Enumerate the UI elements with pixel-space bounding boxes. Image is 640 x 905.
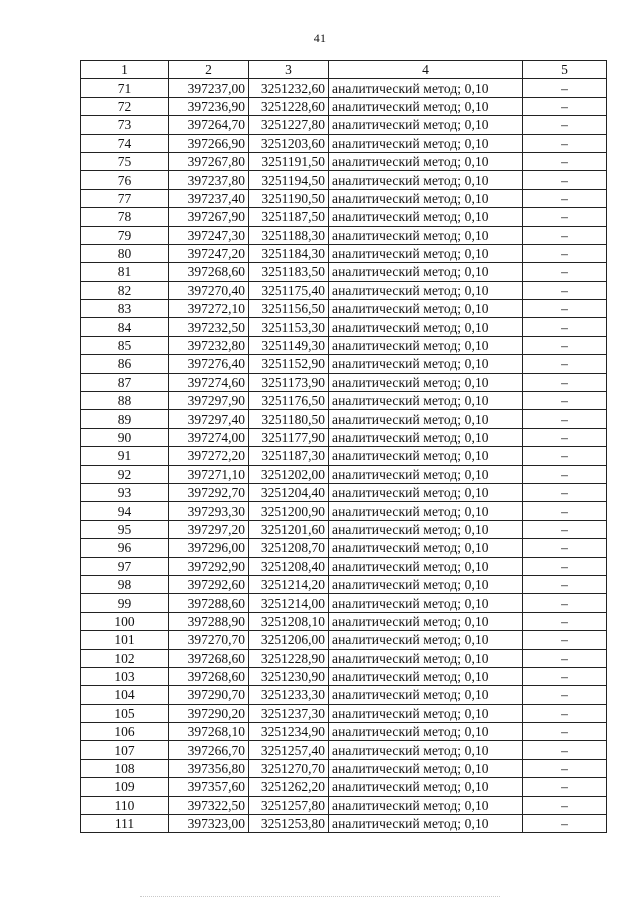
note-cell: – [523,483,607,501]
point-number-cell: 86 [81,355,169,373]
x-coordinate-cell: 397296,00 [169,539,249,557]
table-row [81,778,607,796]
x-coordinate-cell: 397267,80 [169,152,249,170]
note-cell: – [523,263,607,281]
x-coordinate-cell: 397247,30 [169,226,249,244]
x-coordinate-cell: 397356,80 [169,759,249,777]
x-coordinate-cell: 397292,70 [169,483,249,501]
y-coordinate-cell: 3251208,40 [249,557,329,575]
x-coordinate-cell: 397297,40 [169,410,249,428]
point-number-cell: 79 [81,226,169,244]
table-row [81,483,607,501]
table-row [81,796,607,814]
y-coordinate-cell: 3251176,50 [249,392,329,410]
table-row [81,631,607,649]
point-number-cell: 91 [81,447,169,465]
method-accuracy-cell: аналитический метод; 0,10 [329,97,523,115]
table-row [81,134,607,152]
table-row [81,355,607,373]
x-coordinate-cell: 397357,60 [169,778,249,796]
x-coordinate-cell: 397268,10 [169,723,249,741]
method-accuracy-cell: аналитический метод; 0,10 [329,539,523,557]
method-accuracy-cell: аналитический метод; 0,10 [329,373,523,391]
point-number-cell: 89 [81,410,169,428]
note-cell: – [523,134,607,152]
point-number-cell: 73 [81,116,169,134]
y-coordinate-cell: 3251194,50 [249,171,329,189]
point-number-cell: 99 [81,594,169,612]
point-number-cell: 100 [81,612,169,630]
point-number-cell: 77 [81,189,169,207]
y-coordinate-cell: 3251234,90 [249,723,329,741]
table-row [81,97,607,115]
note-cell: – [523,557,607,575]
point-number-cell: 84 [81,318,169,336]
y-coordinate-cell: 3251175,40 [249,281,329,299]
table-row [81,723,607,741]
y-coordinate-cell: 3251227,80 [249,116,329,134]
table-row [81,410,607,428]
scan-artifact-line [140,896,500,899]
note-cell: – [523,575,607,593]
x-coordinate-cell: 397237,80 [169,171,249,189]
x-coordinate-cell: 397266,90 [169,134,249,152]
x-coordinate-cell: 397268,60 [169,263,249,281]
point-number-cell: 96 [81,539,169,557]
method-accuracy-cell: аналитический метод; 0,10 [329,686,523,704]
method-accuracy-cell: аналитический метод; 0,10 [329,704,523,722]
point-number-cell: 95 [81,520,169,538]
table-row [81,759,607,777]
table-row [81,612,607,630]
table-row [81,300,607,318]
table-header-row [81,61,607,79]
x-coordinate-cell: 397288,90 [169,612,249,630]
y-coordinate-cell: 3251228,90 [249,649,329,667]
note-cell: – [523,392,607,410]
x-coordinate-cell: 397247,20 [169,244,249,262]
table-row [81,392,607,410]
point-number-cell: 107 [81,741,169,759]
table-row [81,465,607,483]
note-cell: – [523,208,607,226]
note-cell: – [523,373,607,391]
point-number-cell: 90 [81,428,169,446]
y-coordinate-cell: 3251253,80 [249,815,329,833]
method-accuracy-cell: аналитический метод; 0,10 [329,741,523,759]
method-accuracy-cell: аналитический метод; 0,10 [329,134,523,152]
note-cell: – [523,226,607,244]
x-coordinate-cell: 397232,80 [169,336,249,354]
point-number-cell: 71 [81,79,169,97]
point-number-cell: 101 [81,631,169,649]
method-accuracy-cell: аналитический метод; 0,10 [329,116,523,134]
point-number-cell: 81 [81,263,169,281]
y-coordinate-cell: 3251208,10 [249,612,329,630]
y-coordinate-cell: 3251173,90 [249,373,329,391]
table-row [81,208,607,226]
x-coordinate-cell: 397271,10 [169,465,249,483]
y-coordinate-cell: 3251202,00 [249,465,329,483]
x-coordinate-cell: 397297,20 [169,520,249,538]
note-cell: – [523,741,607,759]
method-accuracy-cell: аналитический метод; 0,10 [329,171,523,189]
y-coordinate-cell: 3251177,90 [249,428,329,446]
table-row [81,189,607,207]
y-coordinate-cell: 3251232,60 [249,79,329,97]
method-accuracy-cell: аналитический метод; 0,10 [329,483,523,501]
method-accuracy-cell: аналитический метод; 0,10 [329,244,523,262]
note-cell: – [523,815,607,833]
point-number-cell: 98 [81,575,169,593]
method-accuracy-cell: аналитический метод; 0,10 [329,189,523,207]
y-coordinate-cell: 3251228,60 [249,97,329,115]
note-cell: – [523,520,607,538]
method-accuracy-cell: аналитический метод; 0,10 [329,594,523,612]
y-coordinate-cell: 3251184,30 [249,244,329,262]
x-coordinate-cell: 397272,10 [169,300,249,318]
column-header-2: 2 [169,61,249,79]
x-coordinate-cell: 397237,40 [169,189,249,207]
y-coordinate-cell: 3251230,90 [249,667,329,685]
table-row [81,704,607,722]
note-cell: – [523,539,607,557]
table-row [81,502,607,520]
y-coordinate-cell: 3251262,20 [249,778,329,796]
y-coordinate-cell: 3251203,60 [249,134,329,152]
table-row [81,171,607,189]
method-accuracy-cell: аналитический метод; 0,10 [329,612,523,630]
y-coordinate-cell: 3251190,50 [249,189,329,207]
table-row [81,244,607,262]
y-coordinate-cell: 3251200,90 [249,502,329,520]
method-accuracy-cell: аналитический метод; 0,10 [329,575,523,593]
table-row [81,428,607,446]
note-cell: – [523,502,607,520]
table-row [81,226,607,244]
point-number-cell: 105 [81,704,169,722]
method-accuracy-cell: аналитический метод; 0,10 [329,79,523,97]
x-coordinate-cell: 397292,60 [169,575,249,593]
method-accuracy-cell: аналитический метод; 0,10 [329,815,523,833]
method-accuracy-cell: аналитический метод; 0,10 [329,796,523,814]
method-accuracy-cell: аналитический метод; 0,10 [329,502,523,520]
y-coordinate-cell: 3251149,30 [249,336,329,354]
note-cell: – [523,723,607,741]
method-accuracy-cell: аналитический метод; 0,10 [329,465,523,483]
note-cell: – [523,152,607,170]
table-row [81,539,607,557]
point-number-cell: 110 [81,796,169,814]
note-cell: – [523,355,607,373]
y-coordinate-cell: 3251180,50 [249,410,329,428]
x-coordinate-cell: 397293,30 [169,502,249,520]
table-row [81,520,607,538]
x-coordinate-cell: 397274,60 [169,373,249,391]
x-coordinate-cell: 397267,90 [169,208,249,226]
method-accuracy-cell: аналитический метод; 0,10 [329,263,523,281]
point-number-cell: 97 [81,557,169,575]
point-number-cell: 106 [81,723,169,741]
x-coordinate-cell: 397290,20 [169,704,249,722]
y-coordinate-cell: 3251191,50 [249,152,329,170]
method-accuracy-cell: аналитический метод; 0,10 [329,557,523,575]
table-row [81,557,607,575]
note-cell: – [523,116,607,134]
coordinates-table [80,60,607,833]
x-coordinate-cell: 397323,00 [169,815,249,833]
x-coordinate-cell: 397322,50 [169,796,249,814]
note-cell: – [523,244,607,262]
note-cell: – [523,428,607,446]
x-coordinate-cell: 397264,70 [169,116,249,134]
note-cell: – [523,796,607,814]
point-number-cell: 85 [81,336,169,354]
y-coordinate-cell: 3251214,20 [249,575,329,593]
note-cell: – [523,281,607,299]
point-number-cell: 103 [81,667,169,685]
x-coordinate-cell: 397236,90 [169,97,249,115]
y-coordinate-cell: 3251187,50 [249,208,329,226]
x-coordinate-cell: 397270,70 [169,631,249,649]
note-cell: – [523,704,607,722]
table-row [81,447,607,465]
table-body [81,79,607,833]
x-coordinate-cell: 397288,60 [169,594,249,612]
method-accuracy-cell: аналитический метод; 0,10 [329,355,523,373]
column-header-1: 1 [81,61,169,79]
table-row [81,263,607,281]
point-number-cell: 87 [81,373,169,391]
x-coordinate-cell: 397292,90 [169,557,249,575]
point-number-cell: 111 [81,815,169,833]
table-row [81,686,607,704]
point-number-cell: 104 [81,686,169,704]
table-row [81,649,607,667]
x-coordinate-cell: 397266,70 [169,741,249,759]
note-cell: – [523,447,607,465]
method-accuracy-cell: аналитический метод; 0,10 [329,667,523,685]
column-header-4: 4 [329,61,523,79]
method-accuracy-cell: аналитический метод; 0,10 [329,410,523,428]
table-row [81,594,607,612]
y-coordinate-cell: 3251204,40 [249,483,329,501]
point-number-cell: 72 [81,97,169,115]
table-row [81,281,607,299]
point-number-cell: 75 [81,152,169,170]
note-cell: – [523,171,607,189]
note-cell: – [523,336,607,354]
y-coordinate-cell: 3251156,50 [249,300,329,318]
table-row [81,79,607,97]
note-cell: – [523,594,607,612]
note-cell: – [523,612,607,630]
y-coordinate-cell: 3251183,50 [249,263,329,281]
method-accuracy-cell: аналитический метод; 0,10 [329,520,523,538]
method-accuracy-cell: аналитический метод; 0,10 [329,226,523,244]
method-accuracy-cell: аналитический метод; 0,10 [329,318,523,336]
column-header-3: 3 [249,61,329,79]
note-cell: – [523,79,607,97]
point-number-cell: 92 [81,465,169,483]
y-coordinate-cell: 3251257,40 [249,741,329,759]
method-accuracy-cell: аналитический метод; 0,10 [329,336,523,354]
point-number-cell: 82 [81,281,169,299]
point-number-cell: 94 [81,502,169,520]
point-number-cell: 108 [81,759,169,777]
column-header-5: 5 [523,61,607,79]
page-number: 41 [313,31,327,45]
y-coordinate-cell: 3251153,30 [249,318,329,336]
note-cell: – [523,759,607,777]
point-number-cell: 78 [81,208,169,226]
x-coordinate-cell: 397297,90 [169,392,249,410]
y-coordinate-cell: 3251214,00 [249,594,329,612]
method-accuracy-cell: аналитический метод; 0,10 [329,428,523,446]
method-accuracy-cell: аналитический метод; 0,10 [329,208,523,226]
y-coordinate-cell: 3251152,90 [249,355,329,373]
point-number-cell: 74 [81,134,169,152]
y-coordinate-cell: 3251201,60 [249,520,329,538]
method-accuracy-cell: аналитический метод; 0,10 [329,152,523,170]
method-accuracy-cell: аналитический метод; 0,10 [329,778,523,796]
method-accuracy-cell: аналитический метод; 0,10 [329,281,523,299]
x-coordinate-cell: 397272,20 [169,447,249,465]
note-cell: – [523,778,607,796]
y-coordinate-cell: 3251206,00 [249,631,329,649]
point-number-cell: 109 [81,778,169,796]
note-cell: – [523,686,607,704]
x-coordinate-cell: 397290,70 [169,686,249,704]
table-row [81,741,607,759]
point-number-cell: 102 [81,649,169,667]
note-cell: – [523,410,607,428]
note-cell: – [523,465,607,483]
x-coordinate-cell: 397268,60 [169,667,249,685]
y-coordinate-cell: 3251233,30 [249,686,329,704]
y-coordinate-cell: 3251187,30 [249,447,329,465]
table-row [81,152,607,170]
point-number-cell: 76 [81,171,169,189]
table-row [81,373,607,391]
table-row [81,667,607,685]
table-row [81,116,607,134]
table-row [81,815,607,833]
y-coordinate-cell: 3251208,70 [249,539,329,557]
note-cell: – [523,300,607,318]
x-coordinate-cell: 397270,40 [169,281,249,299]
method-accuracy-cell: аналитический метод; 0,10 [329,759,523,777]
point-number-cell: 93 [81,483,169,501]
x-coordinate-cell: 397237,00 [169,79,249,97]
method-accuracy-cell: аналитический метод; 0,10 [329,300,523,318]
note-cell: – [523,667,607,685]
note-cell: – [523,189,607,207]
point-number-cell: 83 [81,300,169,318]
x-coordinate-cell: 397232,50 [169,318,249,336]
method-accuracy-cell: аналитический метод; 0,10 [329,447,523,465]
table-row [81,336,607,354]
x-coordinate-cell: 397276,40 [169,355,249,373]
method-accuracy-cell: аналитический метод; 0,10 [329,631,523,649]
y-coordinate-cell: 3251237,30 [249,704,329,722]
method-accuracy-cell: аналитический метод; 0,10 [329,723,523,741]
method-accuracy-cell: аналитический метод; 0,10 [329,392,523,410]
note-cell: – [523,97,607,115]
table-row [81,575,607,593]
point-number-cell: 88 [81,392,169,410]
y-coordinate-cell: 3251270,70 [249,759,329,777]
method-accuracy-cell: аналитический метод; 0,10 [329,649,523,667]
x-coordinate-cell: 397268,60 [169,649,249,667]
y-coordinate-cell: 3251188,30 [249,226,329,244]
x-coordinate-cell: 397274,00 [169,428,249,446]
note-cell: – [523,631,607,649]
note-cell: – [523,318,607,336]
y-coordinate-cell: 3251257,80 [249,796,329,814]
table-row [81,318,607,336]
point-number-cell: 80 [81,244,169,262]
note-cell: – [523,649,607,667]
